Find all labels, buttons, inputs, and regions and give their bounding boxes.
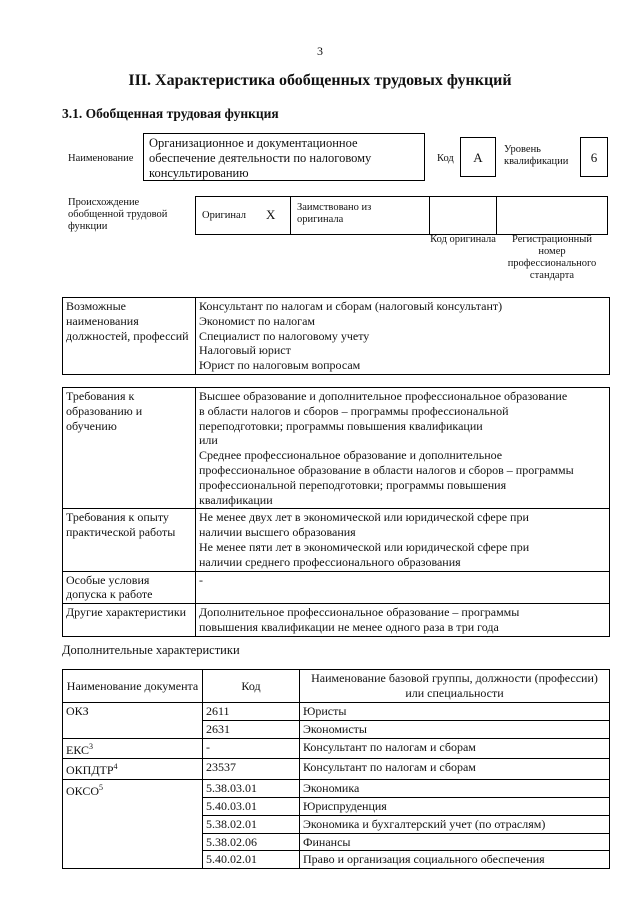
requirement-value <box>196 388 610 509</box>
code-value: А <box>473 150 483 165</box>
col-doc-header: Наименование документа <box>63 670 203 703</box>
requirement-line: профессиональной переподготовки; программы повышения <box>199 477 507 492</box>
footnote-ref: 3 <box>89 741 94 751</box>
additional-heading: Дополнительные характеристики <box>62 643 240 657</box>
requirement-label: Особые условия допуска к работе <box>63 571 196 604</box>
footnote-ref: 4 <box>113 762 118 772</box>
requirement-row-education <box>63 388 610 509</box>
code-cell: 2611 <box>203 703 300 721</box>
name-label: Наименование <box>68 153 134 164</box>
code-cell: 5.40.02.01 <box>203 851 300 869</box>
name-value: Организационное и документационное обеспечение деятельности по налоговому консультированию <box>149 136 372 180</box>
reg-number-caption: Регистрационный номер профессионального стандарта <box>507 234 597 281</box>
name-cell: Юриспруденция <box>300 797 610 815</box>
additional-header-row <box>63 670 610 703</box>
requirement-value <box>196 604 610 637</box>
code-cell: 5.40.03.01 <box>203 797 300 815</box>
code-cell: 2631 <box>203 720 300 738</box>
footnote-ref: 5 <box>99 783 104 793</box>
origin-reg-cell <box>496 196 608 235</box>
original-label: Оригинал <box>202 210 246 221</box>
positions-values <box>196 298 610 375</box>
name-cell: Экономика и бухгалтерский учет (по отраслям) <box>300 815 610 833</box>
position-item: Налоговый юрист <box>199 343 291 358</box>
requirement-label: Требования к образованию и обучению <box>63 388 196 509</box>
table-row <box>63 703 610 721</box>
requirement-line: или <box>199 433 218 448</box>
doc-name: ОКПДТР <box>66 763 114 778</box>
requirement-line: Среднее профессиональное образование и дополнительное <box>199 448 503 463</box>
doc-cell <box>63 703 203 739</box>
requirement-line: профессиональное образование в области налогов и сборов – программы <box>199 462 574 477</box>
requirement-line: - <box>199 572 203 587</box>
col-name-header: Наименование базовой группы, должности (профессии) или специальности <box>300 670 610 703</box>
doc-name: ЕКС <box>66 742 90 757</box>
requirement-row-experience <box>63 509 610 571</box>
requirement-line: Не менее двух лет в экономической или юридической сфере при <box>199 510 529 525</box>
level-value: 6 <box>590 150 598 165</box>
name-cell: Право и организация социального обеспечения <box>300 851 610 869</box>
name-cell: Экономисты <box>300 720 610 738</box>
positions-table <box>62 297 610 375</box>
origin-label: Происхождение обобщенной трудовой функции <box>68 197 168 232</box>
function-subtitle: 3.1. Обобщенная трудовая функция <box>62 106 279 121</box>
level-value-box <box>580 137 608 177</box>
requirement-row-other <box>63 604 610 637</box>
code-cell: 23537 <box>203 759 300 780</box>
doc-cell <box>63 759 203 780</box>
code-label: Код <box>437 153 454 164</box>
origin-original-cell <box>195 196 291 235</box>
position-item: Юрист по налоговым вопросам <box>199 358 361 373</box>
requirement-line: наличии высшего образования <box>199 525 356 540</box>
position-item: Специалист по налоговому учету <box>199 328 370 343</box>
table-row <box>63 759 610 780</box>
doc-cell <box>63 780 203 869</box>
requirement-line: квалификации <box>199 492 273 507</box>
requirement-row-special-conditions <box>63 571 610 604</box>
table-row <box>63 780 610 798</box>
section-title: III. Характеристика обобщенных трудовых функций <box>128 72 512 89</box>
code-value-box <box>460 137 496 177</box>
name-cell: Финансы <box>300 833 610 851</box>
level-label: Уровень квалификации <box>504 144 569 167</box>
name-cell: Консультант по налогам и сборам <box>300 759 610 780</box>
position-item: Консультант по налогам и сборам (налоговый консультант) <box>199 299 503 313</box>
name-cell: Экономика <box>300 780 610 798</box>
name-cell: Юристы <box>300 703 610 721</box>
table-row <box>63 738 610 759</box>
additional-table <box>62 669 610 869</box>
original-mark: X <box>266 207 276 222</box>
name-value-box <box>143 133 425 181</box>
origin-code-cell <box>429 196 497 235</box>
requirement-value <box>196 509 610 571</box>
requirement-value <box>196 571 610 604</box>
requirement-line: Дополнительное профессиональное образование – программы <box>199 605 520 620</box>
positions-label: Возможные наименования должностей, профессий <box>63 298 196 375</box>
requirement-line: Не менее пяти лет в экономической или юридической сфере при <box>199 539 530 554</box>
page-number: 3 <box>317 44 323 58</box>
borrowed-label: Заимствовано из оригинала <box>297 202 372 225</box>
code-cell: - <box>203 738 300 759</box>
origin-borrowed-cell <box>290 196 430 235</box>
name-cell: Консультант по налогам и сборам <box>300 738 610 759</box>
col-code-header: Код <box>203 670 300 703</box>
code-original-caption: Код оригинала <box>430 234 496 245</box>
code-cell: 5.38.02.01 <box>203 815 300 833</box>
requirement-label: Другие характеристики <box>63 604 196 637</box>
requirement-label: Требования к опыту практической работы <box>63 509 196 571</box>
requirement-line: в области налогов и сборов – программы профессиональной <box>199 403 509 418</box>
doc-name: ОКЗ <box>66 704 89 718</box>
positions-row <box>63 298 610 375</box>
code-cell: 5.38.02.06 <box>203 833 300 851</box>
requirement-line: наличии среднего профессионального образования <box>199 554 461 569</box>
doc-name: ОКСО <box>66 784 100 799</box>
requirement-line: переподготовки; программы повышения квалификации <box>199 418 483 433</box>
requirement-line: повышения квалификации не менее одного раза в три года <box>199 619 499 634</box>
code-cell: 5.38.03.01 <box>203 780 300 798</box>
requirements-table <box>62 387 610 637</box>
requirement-line: Высшее образование и дополнительное профессиональное образование <box>199 389 568 403</box>
doc-cell <box>63 738 203 759</box>
position-item: Экономист по налогам <box>199 313 316 328</box>
